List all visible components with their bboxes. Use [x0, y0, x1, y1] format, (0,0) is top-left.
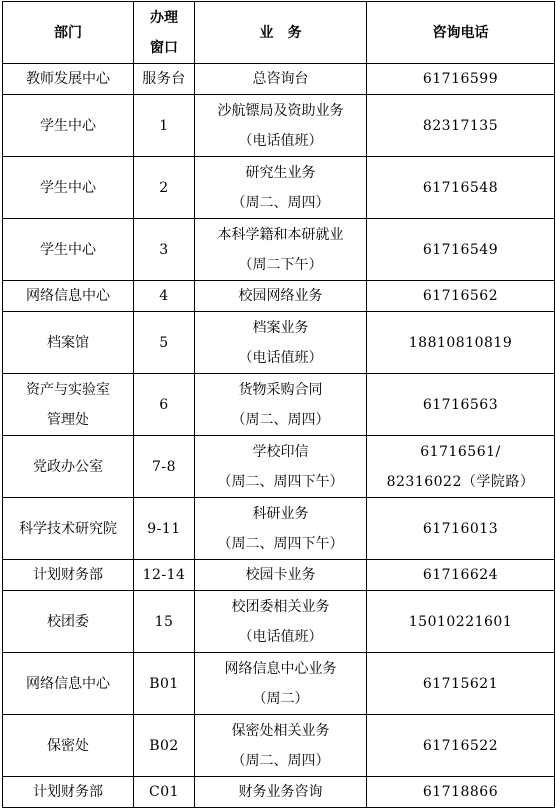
header-dept: 部门 — [3, 2, 134, 64]
service-cell: 网络信息中心业务 （周二） — [195, 653, 367, 715]
table-row — [3, 560, 555, 591]
phone-cell: 82317135 — [367, 95, 555, 157]
service-cell: 校团委相关业务 （电话值班） — [195, 591, 367, 653]
window-cell: 9-11 — [134, 498, 195, 560]
phone-cell: 61716562 — [367, 281, 555, 312]
dept-cell: 学生中心 — [3, 219, 134, 281]
dept-cell: 网络信息中心 — [3, 281, 134, 312]
service-cell: 总咨询台 — [195, 64, 367, 95]
table-row — [3, 64, 555, 95]
phone-cell: 61716548 — [367, 157, 555, 219]
service-cell: 学校印信 （周二、周四下午） — [195, 436, 367, 498]
phone-cell: 61716522 — [367, 715, 555, 777]
phone-cell: 18810810819 — [367, 312, 555, 374]
table-row — [3, 498, 555, 560]
service-cell: 校园网络业务 — [195, 281, 367, 312]
window-cell: C01 — [134, 777, 195, 808]
table-body — [3, 64, 555, 808]
table-row — [3, 653, 555, 715]
service-cell: 沙航镖局及资助业务 （电话值班） — [195, 95, 367, 157]
dept-cell: 教师发展中心 — [3, 64, 134, 95]
dept-cell: 科学技术研究院 — [3, 498, 134, 560]
header-row — [3, 2, 555, 64]
dept-cell: 学生中心 — [3, 95, 134, 157]
dept-cell: 计划财务部 — [3, 777, 134, 808]
window-cell: B02 — [134, 715, 195, 777]
window-cell: 3 — [134, 219, 195, 281]
service-window-table — [2, 1, 555, 808]
dept-cell: 校团委 — [3, 591, 134, 653]
table-row — [3, 95, 555, 157]
header-window: 办理 窗口 — [134, 2, 195, 64]
table-row — [3, 715, 555, 777]
phone-cell: 61718866 — [367, 777, 555, 808]
window-cell: 7-8 — [134, 436, 195, 498]
dept-cell: 资产与实验室 管理处 — [3, 374, 134, 436]
phone-cell: 61716563 — [367, 374, 555, 436]
table-row — [3, 374, 555, 436]
table-row — [3, 219, 555, 281]
window-cell: 15 — [134, 591, 195, 653]
window-cell: 12-14 — [134, 560, 195, 591]
window-cell: 服务台 — [134, 64, 195, 95]
dept-cell: 网络信息中心 — [3, 653, 134, 715]
phone-cell: 61716013 — [367, 498, 555, 560]
table-row — [3, 157, 555, 219]
phone-cell: 61716599 — [367, 64, 555, 95]
table-row — [3, 436, 555, 498]
service-cell: 科研业务 （周二、周四下午） — [195, 498, 367, 560]
service-cell: 档案业务 （电话值班） — [195, 312, 367, 374]
service-cell: 财务业务咨询 — [195, 777, 367, 808]
service-cell: 本科学籍和本研就业 （周二下午） — [195, 219, 367, 281]
window-cell: 6 — [134, 374, 195, 436]
window-cell: 5 — [134, 312, 195, 374]
dept-cell: 计划财务部 — [3, 560, 134, 591]
header-phone: 咨询电话 — [367, 2, 555, 64]
window-cell: 1 — [134, 95, 195, 157]
header-service: 业 务 — [195, 2, 367, 64]
phone-cell: 61716549 — [367, 219, 555, 281]
phone-cell: 15010221601 — [367, 591, 555, 653]
dept-cell: 档案馆 — [3, 312, 134, 374]
dept-cell: 学生中心 — [3, 157, 134, 219]
dept-cell: 党政办公室 — [3, 436, 134, 498]
table-row — [3, 312, 555, 374]
service-cell: 校园卡业务 — [195, 560, 367, 591]
phone-cell: 61715621 — [367, 653, 555, 715]
table-row — [3, 281, 555, 312]
window-cell: B01 — [134, 653, 195, 715]
window-cell: 4 — [134, 281, 195, 312]
phone-cell: 61716561/ 82316022（学院路） — [367, 436, 555, 498]
service-cell: 货物采购合同 （周二、周四） — [195, 374, 367, 436]
table-row — [3, 777, 555, 808]
service-cell: 研究生业务 （周二、周四） — [195, 157, 367, 219]
dept-cell: 保密处 — [3, 715, 134, 777]
phone-cell: 61716624 — [367, 560, 555, 591]
table-row — [3, 591, 555, 653]
window-cell: 2 — [134, 157, 195, 219]
service-cell: 保密处相关业务 （周二、周四） — [195, 715, 367, 777]
